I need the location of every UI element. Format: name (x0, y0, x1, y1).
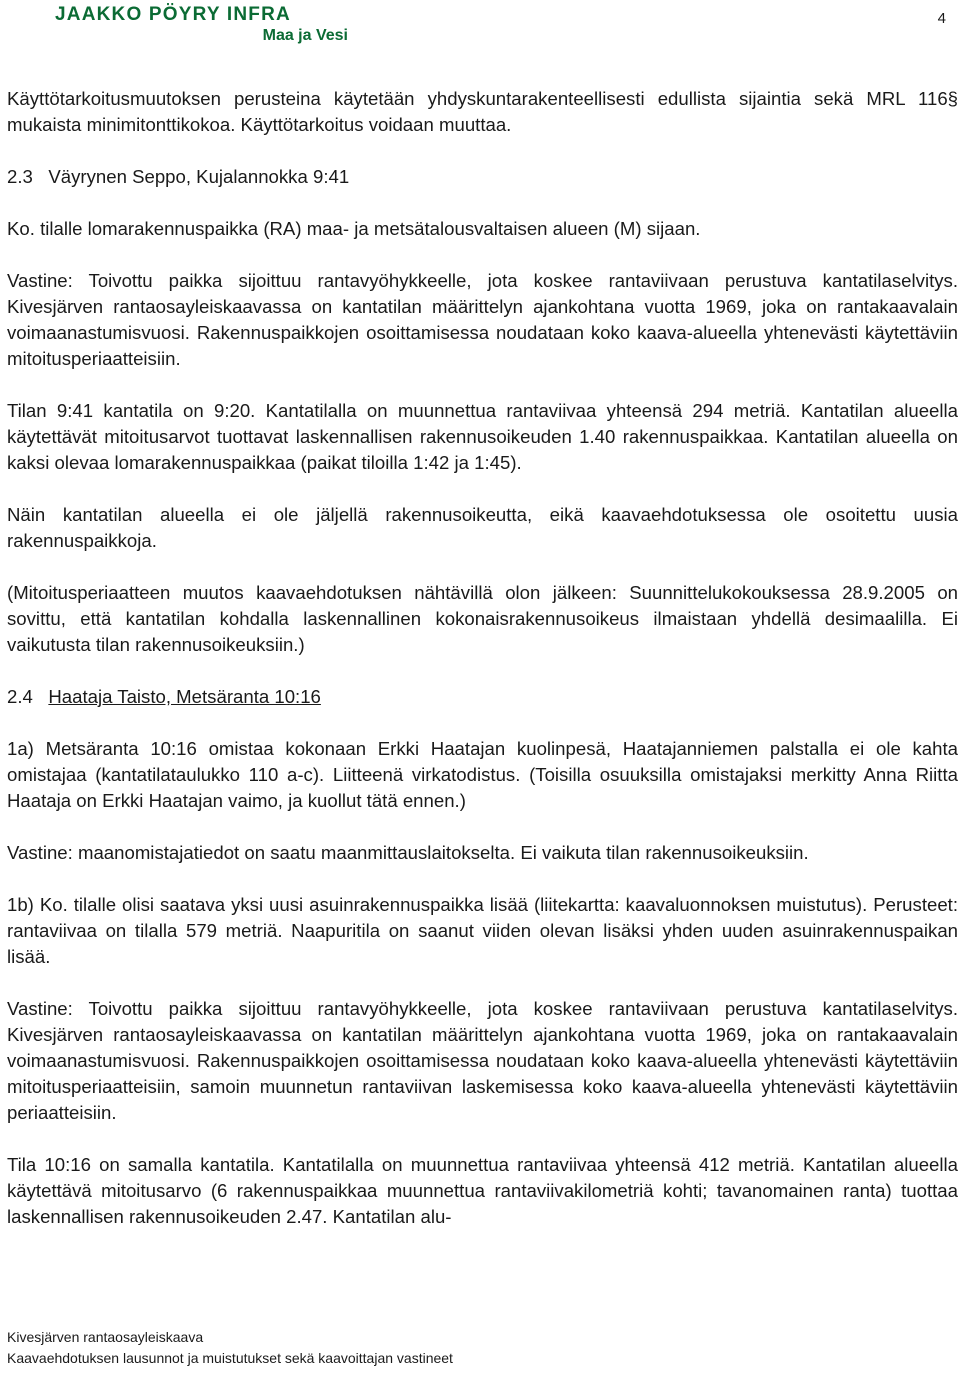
section-number: 2.4 (7, 686, 33, 707)
page-number: 4 (937, 10, 946, 27)
section-title: Haataja Taisto, Metsäranta 10:16 (48, 686, 321, 707)
paragraph: Tilan 9:41 kantatila on 9:20. Kantatilalla on muunnettua rantaviivaa yhteensä 294 metriä. Kantatilan alueella käytettävät mitoitusarvot tuottavat laskennallisen rakennusoikeuden 1.40 rakennuspaikkaa. Kantatilan alueella on kaksi olevaa lomarakennuspaikkaa (paikat tiloilla 1:42 ja 1:45). (7, 400, 958, 473)
response-paragraph: Vastine: maanomistajatiedot on saatu maanmittauslaitokselta. Ei vaikuta tilan rakennusoikeuksiin. (7, 842, 809, 863)
document-body (7, 86, 958, 1230)
paragraph: Tila 10:16 on samalla kantatila. Kantatilalla on muunnettua rantaviivaa yhteensä 412 metriä. Kantatilan alueella käytettävä mitoitusarvo (6 rakennuspaikkaa muunnettua rantaviivakilometriä kohti; tavanomainen ranta) tuottaa laskennallisen rakennusoikeuden 2.47. Kantatilan alu- (7, 1154, 958, 1227)
paragraph: Käyttötarkoitusmuutoksen perusteina käytetään yhdyskuntarakenteellisesti edullista sijaintia sekä MRL 116§ mukaista minimitonttikokoa. Käyttötarkoitus voidaan muuttaa. (7, 88, 958, 135)
paragraph: Näin kantatilan alueella ei ole jäljellä rakennusoikeutta, eikä kaavaehdotuksessa ole osoitettu uusia rakennuspaikkoja. (7, 504, 958, 551)
response-paragraph: Vastine: Toivottu paikka sijoittuu rantavyöhykkeelle, jota koskee rantaviivaan perustuva kantatilaselvitys. Kivesjärven rantaosayleiskaavassa on kantatilan määrittelyn ajankohtana vuotta 1969, joka on rantakaavalain voimaanastumisvuosi. Rakennuspaikkojen osoittamisessa noudataan koko kaava-alueella yhtenevästi käytettäviin mitoitusperiaatteisiin. (7, 270, 958, 369)
section-heading-2-4 (7, 684, 958, 710)
paragraph: 1a) Metsäranta 10:16 omistaa kokonaan Erkki Haatajan kuolinpesä, Haatajanniemen palstalla ei ole kahta omistajaa (kantatilataulukko 110 a-c). Liitteenä virkatodistus. (Toisilla osuuksilla omistajaksi merkitty Anna Riitta Haataja on Erkki Haatajan vaimo, ja kuollut tätä ennen.) (7, 738, 958, 811)
response-paragraph: Vastine: Toivottu paikka sijoittuu rantavyöhykkeelle, jota koskee rantaviivaan perustuva kantatilaselvitys. Kivesjärven rantaosayleiskaavassa on kantatilan määrittelyn ajankohtana vuotta 1969, joka on rantakaavalain voimaanastumisvuosi. Rakennuspaikkojen osoittamisessa noudataan koko kaava-alueella yhtenevästi käytettäviin mitoitusperiaatteisiin, samoin muunnetun rantaviivan laskemisessa koko kaava-alueella yhtenevästi käytettäviin periaatteisiin. (7, 998, 958, 1123)
section-heading-2-3 (7, 164, 958, 190)
paragraph: 1b) Ko. tilalle olisi saatava yksi uusi asuinrakennuspaikka lisää (liitekartta: kaavaluonnoksen muistutus). Perusteet: rantaviivaa on tilalla 579 metriä. Naapuritila on saanut viiden olevan lisäksi yhden uuden asuinrakennuspaikan lisää. (7, 894, 958, 967)
footer-line: Kaavaehdotuksen lausunnot ja muistutukset sekä kaavoittajan vastineet (7, 1350, 453, 1366)
section-title: Väyrynen Seppo, Kujalannokka 9:41 (48, 166, 350, 187)
paragraph: (Mitoitusperiaatteen muutos kaavaehdotuksen nähtävillä olon jälkeen: Suunnittelukokouksessa 28.9.2005 on sovittu, että kantatilan kohdalla laskennallinen kokonaisrakennusoikeus ilmaistaan yhdellä desimaalilla. Ei vaikutusta tilan rakennusoikeuksiin.) (7, 582, 958, 655)
page-footer (7, 1327, 453, 1369)
section-number: 2.3 (7, 166, 33, 187)
footer-line: Kivesjärven rantaosayleiskaava (7, 1329, 204, 1345)
logo-division-name: Maa ja Vesi (262, 27, 348, 44)
company-logo (55, 4, 350, 46)
paragraph: Ko. tilalle lomarakennuspaikka (RA) maa- ja metsätalousvaltaisen alueen (M) sijaan. (7, 218, 701, 239)
logo-company-name: JAAKKO PÖYRY INFRA (55, 4, 291, 25)
